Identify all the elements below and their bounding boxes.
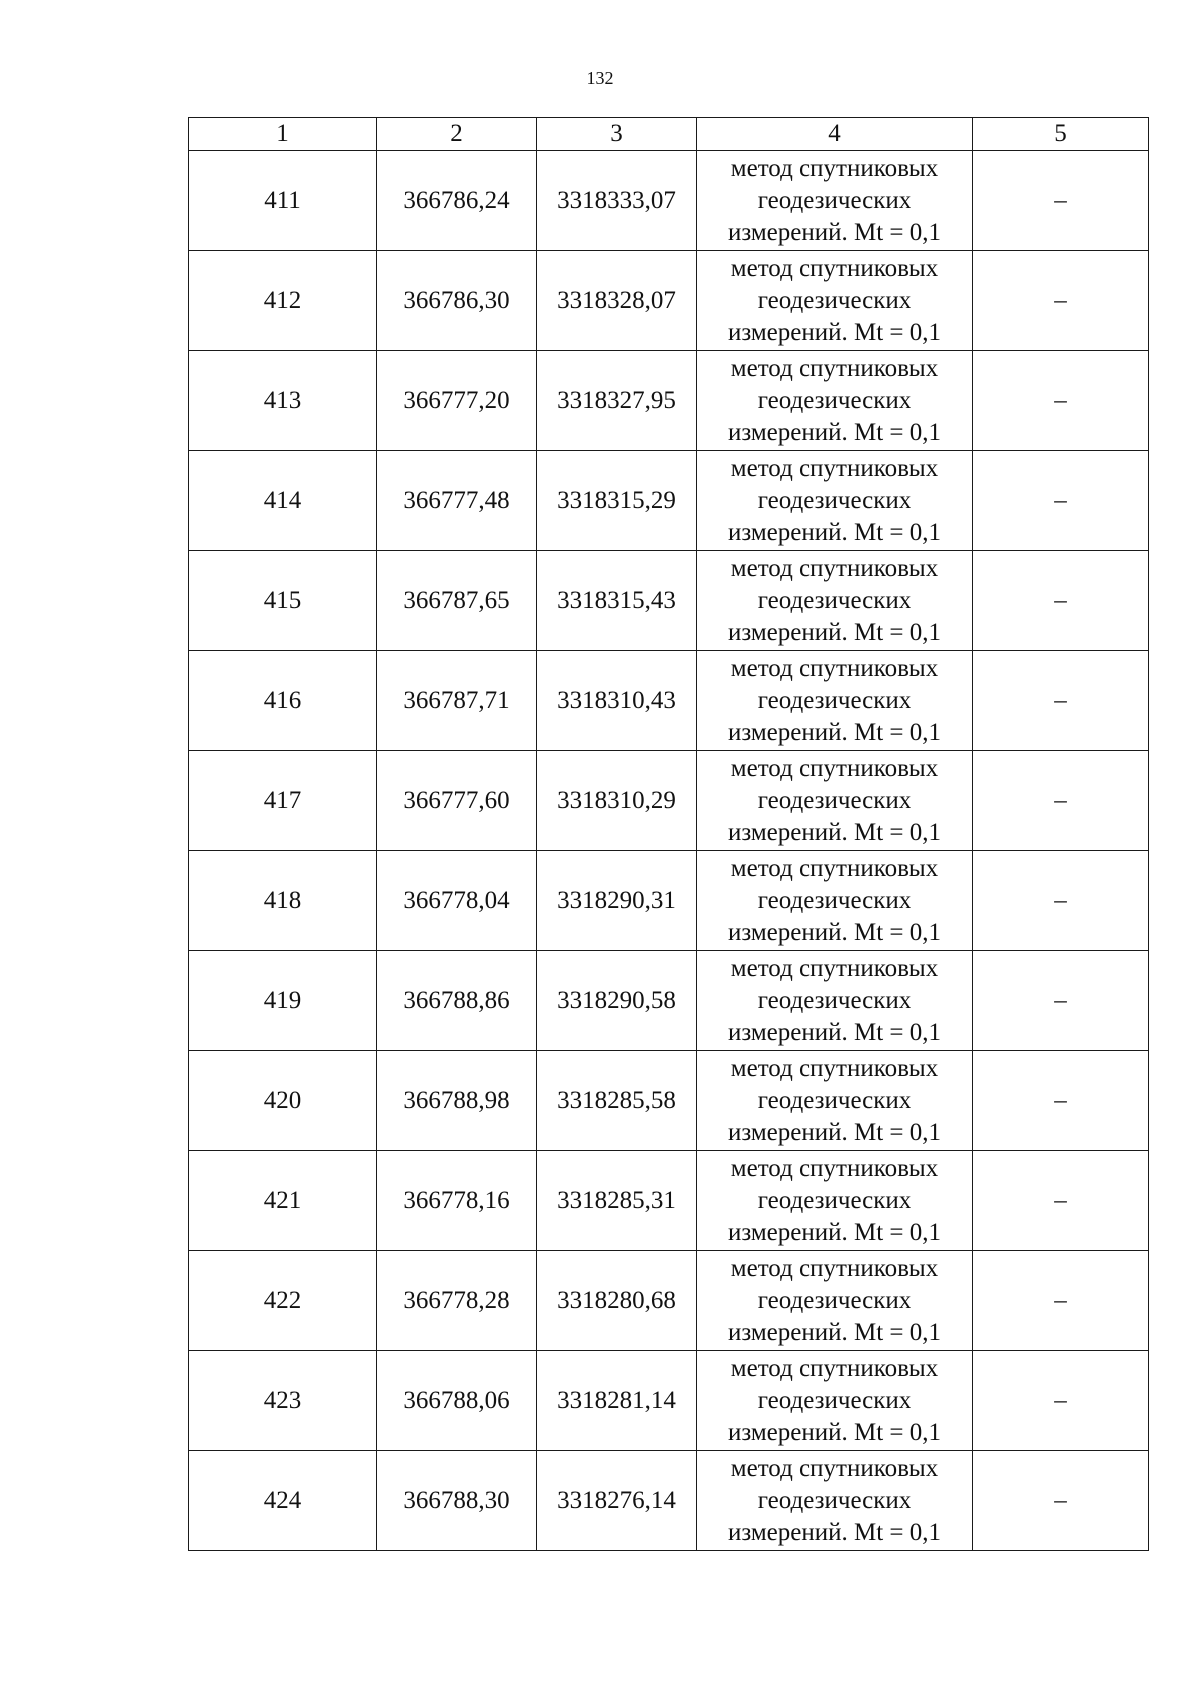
method-line: метод спутниковых xyxy=(730,254,939,282)
table-row xyxy=(189,151,1149,251)
method-line: метод спутниковых xyxy=(730,1354,939,1382)
method-cell xyxy=(697,551,973,651)
header-col-1: 1 xyxy=(189,118,377,151)
method-line: геодезических xyxy=(757,1486,912,1514)
x-coordinate-cell: 366777,20 xyxy=(377,351,537,451)
note-cell: – xyxy=(973,1451,1149,1551)
x-coordinate-cell: 366788,06 xyxy=(377,1351,537,1451)
method-line: геодезических xyxy=(757,786,912,814)
method-line: измерений. Mt = 0,1 xyxy=(727,418,942,446)
method-line: метод спутниковых xyxy=(730,854,939,882)
header-row xyxy=(189,118,1149,151)
method-line: измерений. Mt = 0,1 xyxy=(727,618,942,646)
x-coordinate-cell: 366786,24 xyxy=(377,151,537,251)
y-coordinate-cell: 3318280,68 xyxy=(537,1251,697,1351)
method-line: измерений. Mt = 0,1 xyxy=(727,1518,942,1546)
note-cell: – xyxy=(973,551,1149,651)
method-line: геодезических xyxy=(757,1086,912,1114)
method-line: измерений. Mt = 0,1 xyxy=(727,218,942,246)
table-header xyxy=(189,118,1149,151)
point-number-cell: 413 xyxy=(189,351,377,451)
table-row xyxy=(189,851,1149,951)
x-coordinate-cell: 366787,71 xyxy=(377,651,537,751)
point-number-cell: 423 xyxy=(189,1351,377,1451)
method-line: метод спутниковых xyxy=(730,554,939,582)
method-line: измерений. Mt = 0,1 xyxy=(727,1118,942,1146)
method-line: метод спутниковых xyxy=(730,354,939,382)
method-line: измерений. Mt = 0,1 xyxy=(727,718,942,746)
method-line: измерений. Mt = 0,1 xyxy=(727,918,942,946)
y-coordinate-cell: 3318310,29 xyxy=(537,751,697,851)
x-coordinate-cell: 366788,86 xyxy=(377,951,537,1051)
point-number-cell: 416 xyxy=(189,651,377,751)
method-line: измерений. Mt = 0,1 xyxy=(727,1418,942,1446)
method-line: геодезических xyxy=(757,686,912,714)
note-cell: – xyxy=(973,951,1149,1051)
y-coordinate-cell: 3318290,58 xyxy=(537,951,697,1051)
method-line: метод спутниковых xyxy=(730,754,939,782)
note-cell: – xyxy=(973,451,1149,551)
method-line: геодезических xyxy=(757,386,912,414)
method-line: измерений. Mt = 0,1 xyxy=(727,518,942,546)
y-coordinate-cell: 3318290,31 xyxy=(537,851,697,951)
y-coordinate-cell: 3318328,07 xyxy=(537,251,697,351)
method-cell xyxy=(697,1051,973,1151)
y-coordinate-cell: 3318315,43 xyxy=(537,551,697,651)
table-row xyxy=(189,751,1149,851)
x-coordinate-cell: 366788,30 xyxy=(377,1451,537,1551)
note-cell: – xyxy=(973,1351,1149,1451)
point-number-cell: 411 xyxy=(189,151,377,251)
x-coordinate-cell: 366787,65 xyxy=(377,551,537,651)
method-cell xyxy=(697,651,973,751)
method-line: метод спутниковых xyxy=(730,1454,939,1482)
note-cell: – xyxy=(973,851,1149,951)
header-col-3: 3 xyxy=(537,118,697,151)
method-cell xyxy=(697,1151,973,1251)
table-row xyxy=(189,1451,1149,1551)
point-number-cell: 412 xyxy=(189,251,377,351)
method-line: метод спутниковых xyxy=(730,454,939,482)
method-cell xyxy=(697,151,973,251)
y-coordinate-cell: 3318315,29 xyxy=(537,451,697,551)
y-coordinate-cell: 3318333,07 xyxy=(537,151,697,251)
method-cell xyxy=(697,451,973,551)
method-line: метод спутниковых xyxy=(730,154,939,182)
method-line: геодезических xyxy=(757,1186,912,1214)
method-cell xyxy=(697,1251,973,1351)
method-line: геодезических xyxy=(757,886,912,914)
method-cell xyxy=(697,351,973,451)
point-number-cell: 420 xyxy=(189,1051,377,1151)
x-coordinate-cell: 366777,48 xyxy=(377,451,537,551)
point-number-cell: 421 xyxy=(189,1151,377,1251)
method-line: геодезических xyxy=(757,486,912,514)
table-row xyxy=(189,1251,1149,1351)
method-line: метод спутниковых xyxy=(730,654,939,682)
header-col-2: 2 xyxy=(377,118,537,151)
method-line: измерений. Mt = 0,1 xyxy=(727,318,942,346)
x-coordinate-cell: 366778,16 xyxy=(377,1151,537,1251)
x-coordinate-cell: 366778,04 xyxy=(377,851,537,951)
method-line: измерений. Mt = 0,1 xyxy=(727,818,942,846)
table-row xyxy=(189,1151,1149,1251)
y-coordinate-cell: 3318281,14 xyxy=(537,1351,697,1451)
note-cell: – xyxy=(973,151,1149,251)
method-cell xyxy=(697,851,973,951)
point-number-cell: 424 xyxy=(189,1451,377,1551)
point-number-cell: 418 xyxy=(189,851,377,951)
method-line: геодезических xyxy=(757,586,912,614)
method-line: метод спутниковых xyxy=(730,954,939,982)
method-line: измерений. Mt = 0,1 xyxy=(727,1018,942,1046)
table-row xyxy=(189,651,1149,751)
note-cell: – xyxy=(973,351,1149,451)
note-cell: – xyxy=(973,1251,1149,1351)
y-coordinate-cell: 3318276,14 xyxy=(537,1451,697,1551)
method-line: измерений. Mt = 0,1 xyxy=(727,1318,942,1346)
table-row xyxy=(189,951,1149,1051)
method-line: геодезических xyxy=(757,1286,912,1314)
x-coordinate-cell: 366778,28 xyxy=(377,1251,537,1351)
method-line: геодезических xyxy=(757,286,912,314)
point-number-cell: 417 xyxy=(189,751,377,851)
header-col-4: 4 xyxy=(697,118,973,151)
table-row xyxy=(189,251,1149,351)
table-row xyxy=(189,551,1149,651)
note-cell: – xyxy=(973,651,1149,751)
method-line: геодезических xyxy=(757,1386,912,1414)
table-row xyxy=(189,1051,1149,1151)
x-coordinate-cell: 366777,60 xyxy=(377,751,537,851)
method-cell xyxy=(697,751,973,851)
point-number-cell: 422 xyxy=(189,1251,377,1351)
method-line: метод спутниковых xyxy=(730,1054,939,1082)
table-row xyxy=(189,351,1149,451)
table-row xyxy=(189,451,1149,551)
table-row xyxy=(189,1351,1149,1451)
y-coordinate-cell: 3318310,43 xyxy=(537,651,697,751)
method-cell xyxy=(697,1351,973,1451)
note-cell: – xyxy=(973,751,1149,851)
method-cell xyxy=(697,251,973,351)
y-coordinate-cell: 3318327,95 xyxy=(537,351,697,451)
method-line: геодезических xyxy=(757,186,912,214)
method-cell xyxy=(697,951,973,1051)
note-cell: – xyxy=(973,1151,1149,1251)
method-line: измерений. Mt = 0,1 xyxy=(727,1218,942,1246)
point-number-cell: 414 xyxy=(189,451,377,551)
y-coordinate-cell: 3318285,58 xyxy=(537,1051,697,1151)
table-body xyxy=(189,151,1149,1551)
method-line: метод спутниковых xyxy=(730,1154,939,1182)
method-cell xyxy=(697,1451,973,1551)
point-number-cell: 419 xyxy=(189,951,377,1051)
note-cell: – xyxy=(973,251,1149,351)
point-number-cell: 415 xyxy=(189,551,377,651)
x-coordinate-cell: 366788,98 xyxy=(377,1051,537,1151)
coordinates-table xyxy=(188,117,1149,1551)
method-line: метод спутниковых xyxy=(730,1254,939,1282)
x-coordinate-cell: 366786,30 xyxy=(377,251,537,351)
y-coordinate-cell: 3318285,31 xyxy=(537,1151,697,1251)
method-line: геодезических xyxy=(757,986,912,1014)
page-number: 132 xyxy=(586,68,614,88)
note-cell: – xyxy=(973,1051,1149,1151)
header-col-5: 5 xyxy=(973,118,1149,151)
